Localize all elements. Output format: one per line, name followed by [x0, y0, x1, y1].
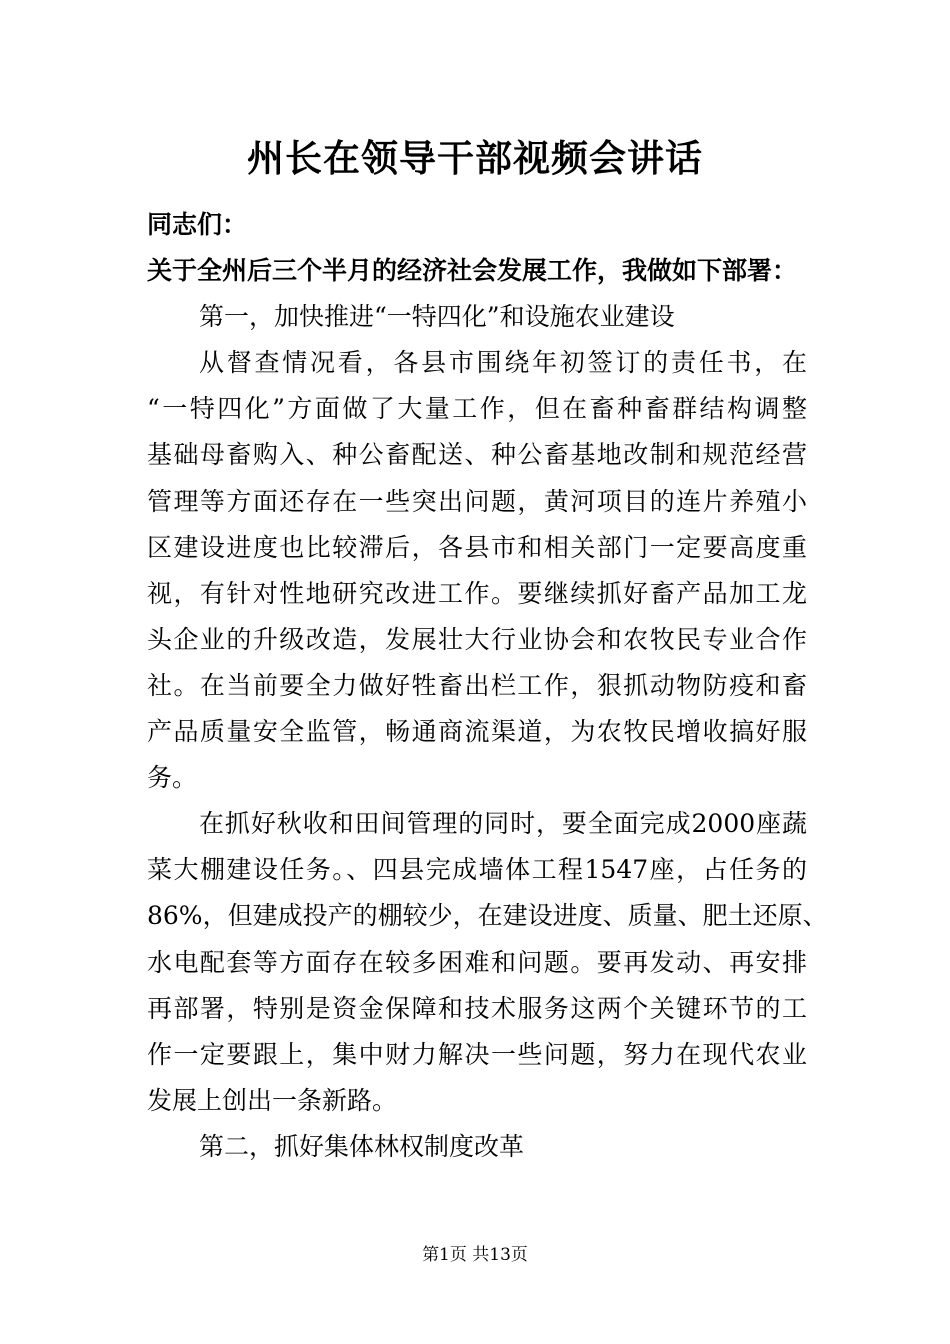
paragraph-line: 发展上创出一条新路。: [147, 1085, 398, 1115]
paragraph-line: 管理等方面还存在一些突出问题，黄河项目的连片养殖小: [147, 486, 807, 516]
paragraph-line: 视，有针对性地研究改进工作。要继续抓好畜产品加工龙: [147, 578, 807, 608]
paragraph-line: 务。: [147, 763, 198, 793]
paragraph-line: 基础母畜购入、种公畜配送、种公畜基地改制和规范经营: [147, 440, 807, 470]
paragraph-line: 86%，但建成投产的棚较少，在建设进度、质量、肥土还原、: [147, 901, 828, 931]
intro-line: 关于全州后三个半月的经济社会发展工作，我做如下部署：: [147, 256, 798, 286]
paragraph-1: [147, 340, 807, 801]
paragraph-line: 在抓好秋收和田间管理的同时，要全面完成2000座蔬: [199, 809, 807, 839]
salutation: 同志们：: [147, 210, 248, 239]
paragraph-line: 头企业的升级改造，发展壮大行业协会和农牧民专业合作: [147, 624, 807, 654]
paragraph-line: 从督查情况看，各县市围绕年初签订的责任书，在: [199, 348, 807, 378]
section-heading-2: 第二，抓好集体林权制度改革: [199, 1131, 525, 1161]
document-title: 州长在领导干部视频会讲话: [247, 136, 703, 180]
section-heading-1: 第一，加快推进“一特四化”和设施农业建设: [199, 302, 675, 332]
page-footer: 第1页 共13页: [422, 1245, 528, 1265]
paragraph-line: 产品质量安全监管，畅通商流渠道，为农牧民增收搞好服: [147, 717, 807, 747]
paragraph-line: 作一定要跟上，集中财力解决一些问题，努力在现代农业: [147, 1039, 807, 1069]
paragraph-line: “一特四化”方面做了大量工作，但在畜种畜群结构调整: [147, 394, 807, 424]
paragraph-line: 菜大棚建设任务。、四县完成墙体工程1547座，占任务的: [147, 855, 807, 885]
document-body: [147, 202, 828, 1170]
paragraph-line: 社。在当前要全力做好牲畜出栏工作，狠抓动物防疫和畜: [147, 670, 807, 700]
paragraph-line: 水电配套等方面存在较多困难和问题。要再发动、再安排: [147, 947, 807, 977]
paragraph-line: 再部署，特别是资金保障和技术服务这两个关键环节的工: [147, 993, 807, 1023]
paragraph-line: 区建设进度也比较滞后，各县市和相关部门一定要高度重: [147, 532, 807, 562]
paragraph-2: [147, 801, 828, 1124]
